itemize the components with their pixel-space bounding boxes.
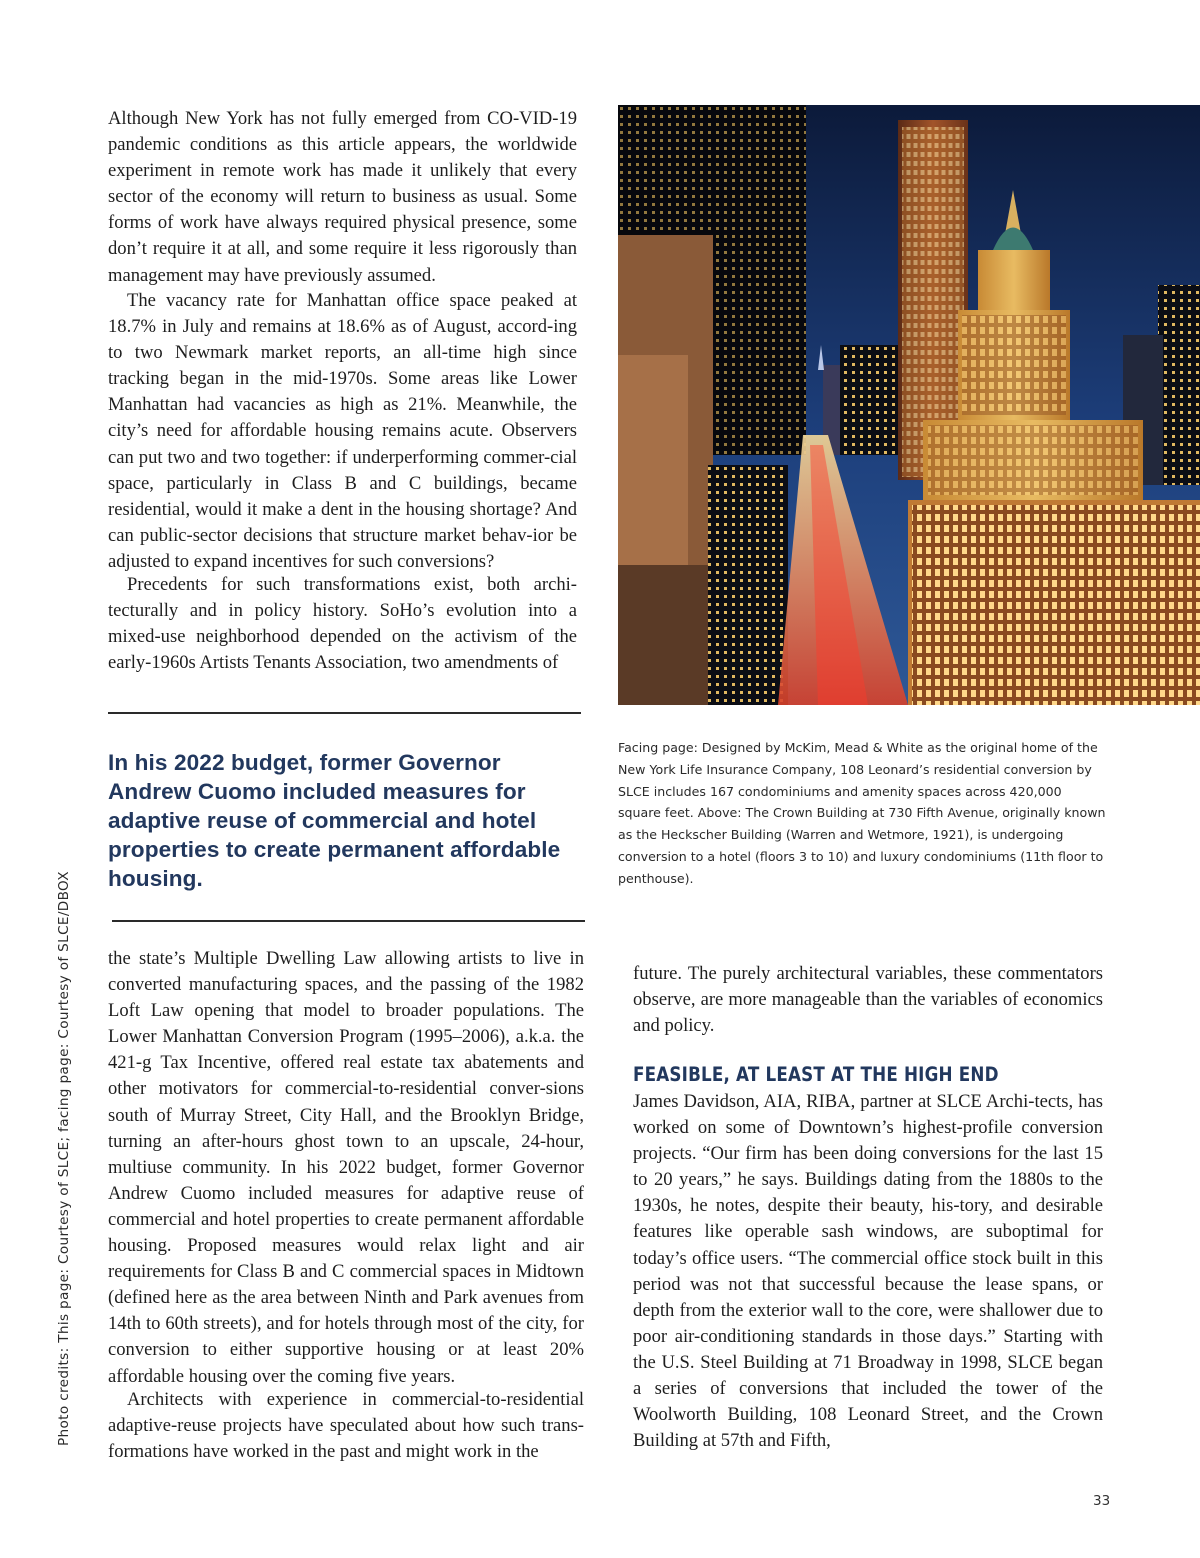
photo-credit: Photo credits: This page: Courtesy of SLCE; facing page: Courtesy of SLCE/DBOX <box>56 871 72 1446</box>
body-paragraph: Precedents for such transformations exist, both archi-tecturally and in policy history. SoHo’s evolution into a mixed-use neighborhood depended on the activism of the early-1960s Artists Tenants Association, two amendments of <box>108 574 577 674</box>
body-paragraph: Architects with experience in commercial-to-residential adaptive-reuse projects have speculated about how such trans-formations have worked in the past and might work in the <box>108 1389 584 1463</box>
body-paragraph: The vacancy rate for Manhattan office space peaked at 18.7% in July and remains at 18.6% as of August, accord-ing to two Newmark market reports, an all-time high since tracking began in the mid-1970s. Some areas like Lower Manhattan had vacancies as high as 21%. Meanwhile, the city’s need for affordable housing remains acute. Observers can put two and two together: if underperforming commer-cial space, particularly in Class B and C buildings, became residential, would it make a dent in the housing shortage? And can public-sector decisions that structure market behav-ior be adjusted to expand incentives for such conversions? <box>108 290 577 572</box>
pull-quote-bottom-rule <box>112 920 585 922</box>
page-number: 33 <box>1093 1493 1111 1509</box>
pull-quote: In his 2022 budget, former Governor Andrew Cuomo included measures for adaptive reuse of commercial and hotel properties to create permanent affordable housing. <box>108 750 561 891</box>
body-paragraph: Although New York has not fully emerged from CO-VID-19 pandemic conditions as this article appears, the worldwide experiment in remote work has made it unlikely that every sector of the economy will return to business as usual. Some forms of work have always required physical presence, some don’t require it at all, and some require it less rigorously than management may have previously assumed. <box>108 108 577 286</box>
photo-caption: Facing page: Designed by McKim, Mead & White as the original home of the New York Life Insurance Company, 108 Leonard’s residential conversion by SLCE includes 167 condominiums and amenity spaces across 420,000 square feet. Above: The Crown Building at 730 Fifth Avenue, originally known as the Heckscher Building (Warren and Wetmore, 1921), is undergoing conversion to a hotel (floors 3 to 10) and luxury condominiums (11th floor to penthouse). <box>618 740 1106 886</box>
body-paragraph: future. The purely architectural variables, these commentators observe, are more manageable than the variables of economics and policy. <box>633 963 1103 1037</box>
body-paragraph: James Davidson, AIA, RIBA, partner at SLCE Archi-tects, has worked on some of Downtown’s highest-profile conversion projects. “Our firm has been doing conversions for the last 15 to 20 years,” he says. Buildings dating from the 1880s to the 1930s, he notes, despite their beauty, his-tory, and desirable features like operable sash windows, are suboptimal for today’s office users. “The commercial office stock built in this period was not that successful because the lease spans, or depth from the exterior wall to the core, were shallower due to poor air-conditioning standards in those days.” Starting with the U.S. Steel Building at 71 Broadway in 1998, SLCE began a series of conversions that included the tower of the Woolworth Building, 108 Leonard Street, and the Crown Building at 57th and Fifth, <box>633 1091 1103 1452</box>
pull-quote-top-rule <box>108 712 581 714</box>
crown-building-night-photo <box>618 105 1200 705</box>
section-heading: FEASIBLE, AT LEAST AT THE HIGH END <box>633 1063 999 1086</box>
body-paragraph: the state’s Multiple Dwelling Law allowing artists to live in converted manufacturing spaces, and the passing of the 1982 Loft Law opening that model to broader populations. The Lower Manhattan Conversion Program (1995–2006), a.k.a. the 421-g Tax Incentive, offered real estate tax abatements and other motivators for commercial-to-residential conver-sions south of Murray Street, City Hall, and the Brooklyn Bridge, turning an after-hours ghost town to an upscale, 24-hour, multiuse community. In his 2022 budget, former Governor Andrew Cuomo included measures for adaptive reuse of commercial and hotel properties to create permanent affordable housing. Proposed measures would relax light and air requirements for Class B and C commercial spaces in Midtown (defined here as the area between Ninth and Park avenues from 14th to 60th streets), and for hotels through most of the city, for conversion to either supportive housing or at least 20% affordable housing over the coming five years. <box>108 948 584 1387</box>
